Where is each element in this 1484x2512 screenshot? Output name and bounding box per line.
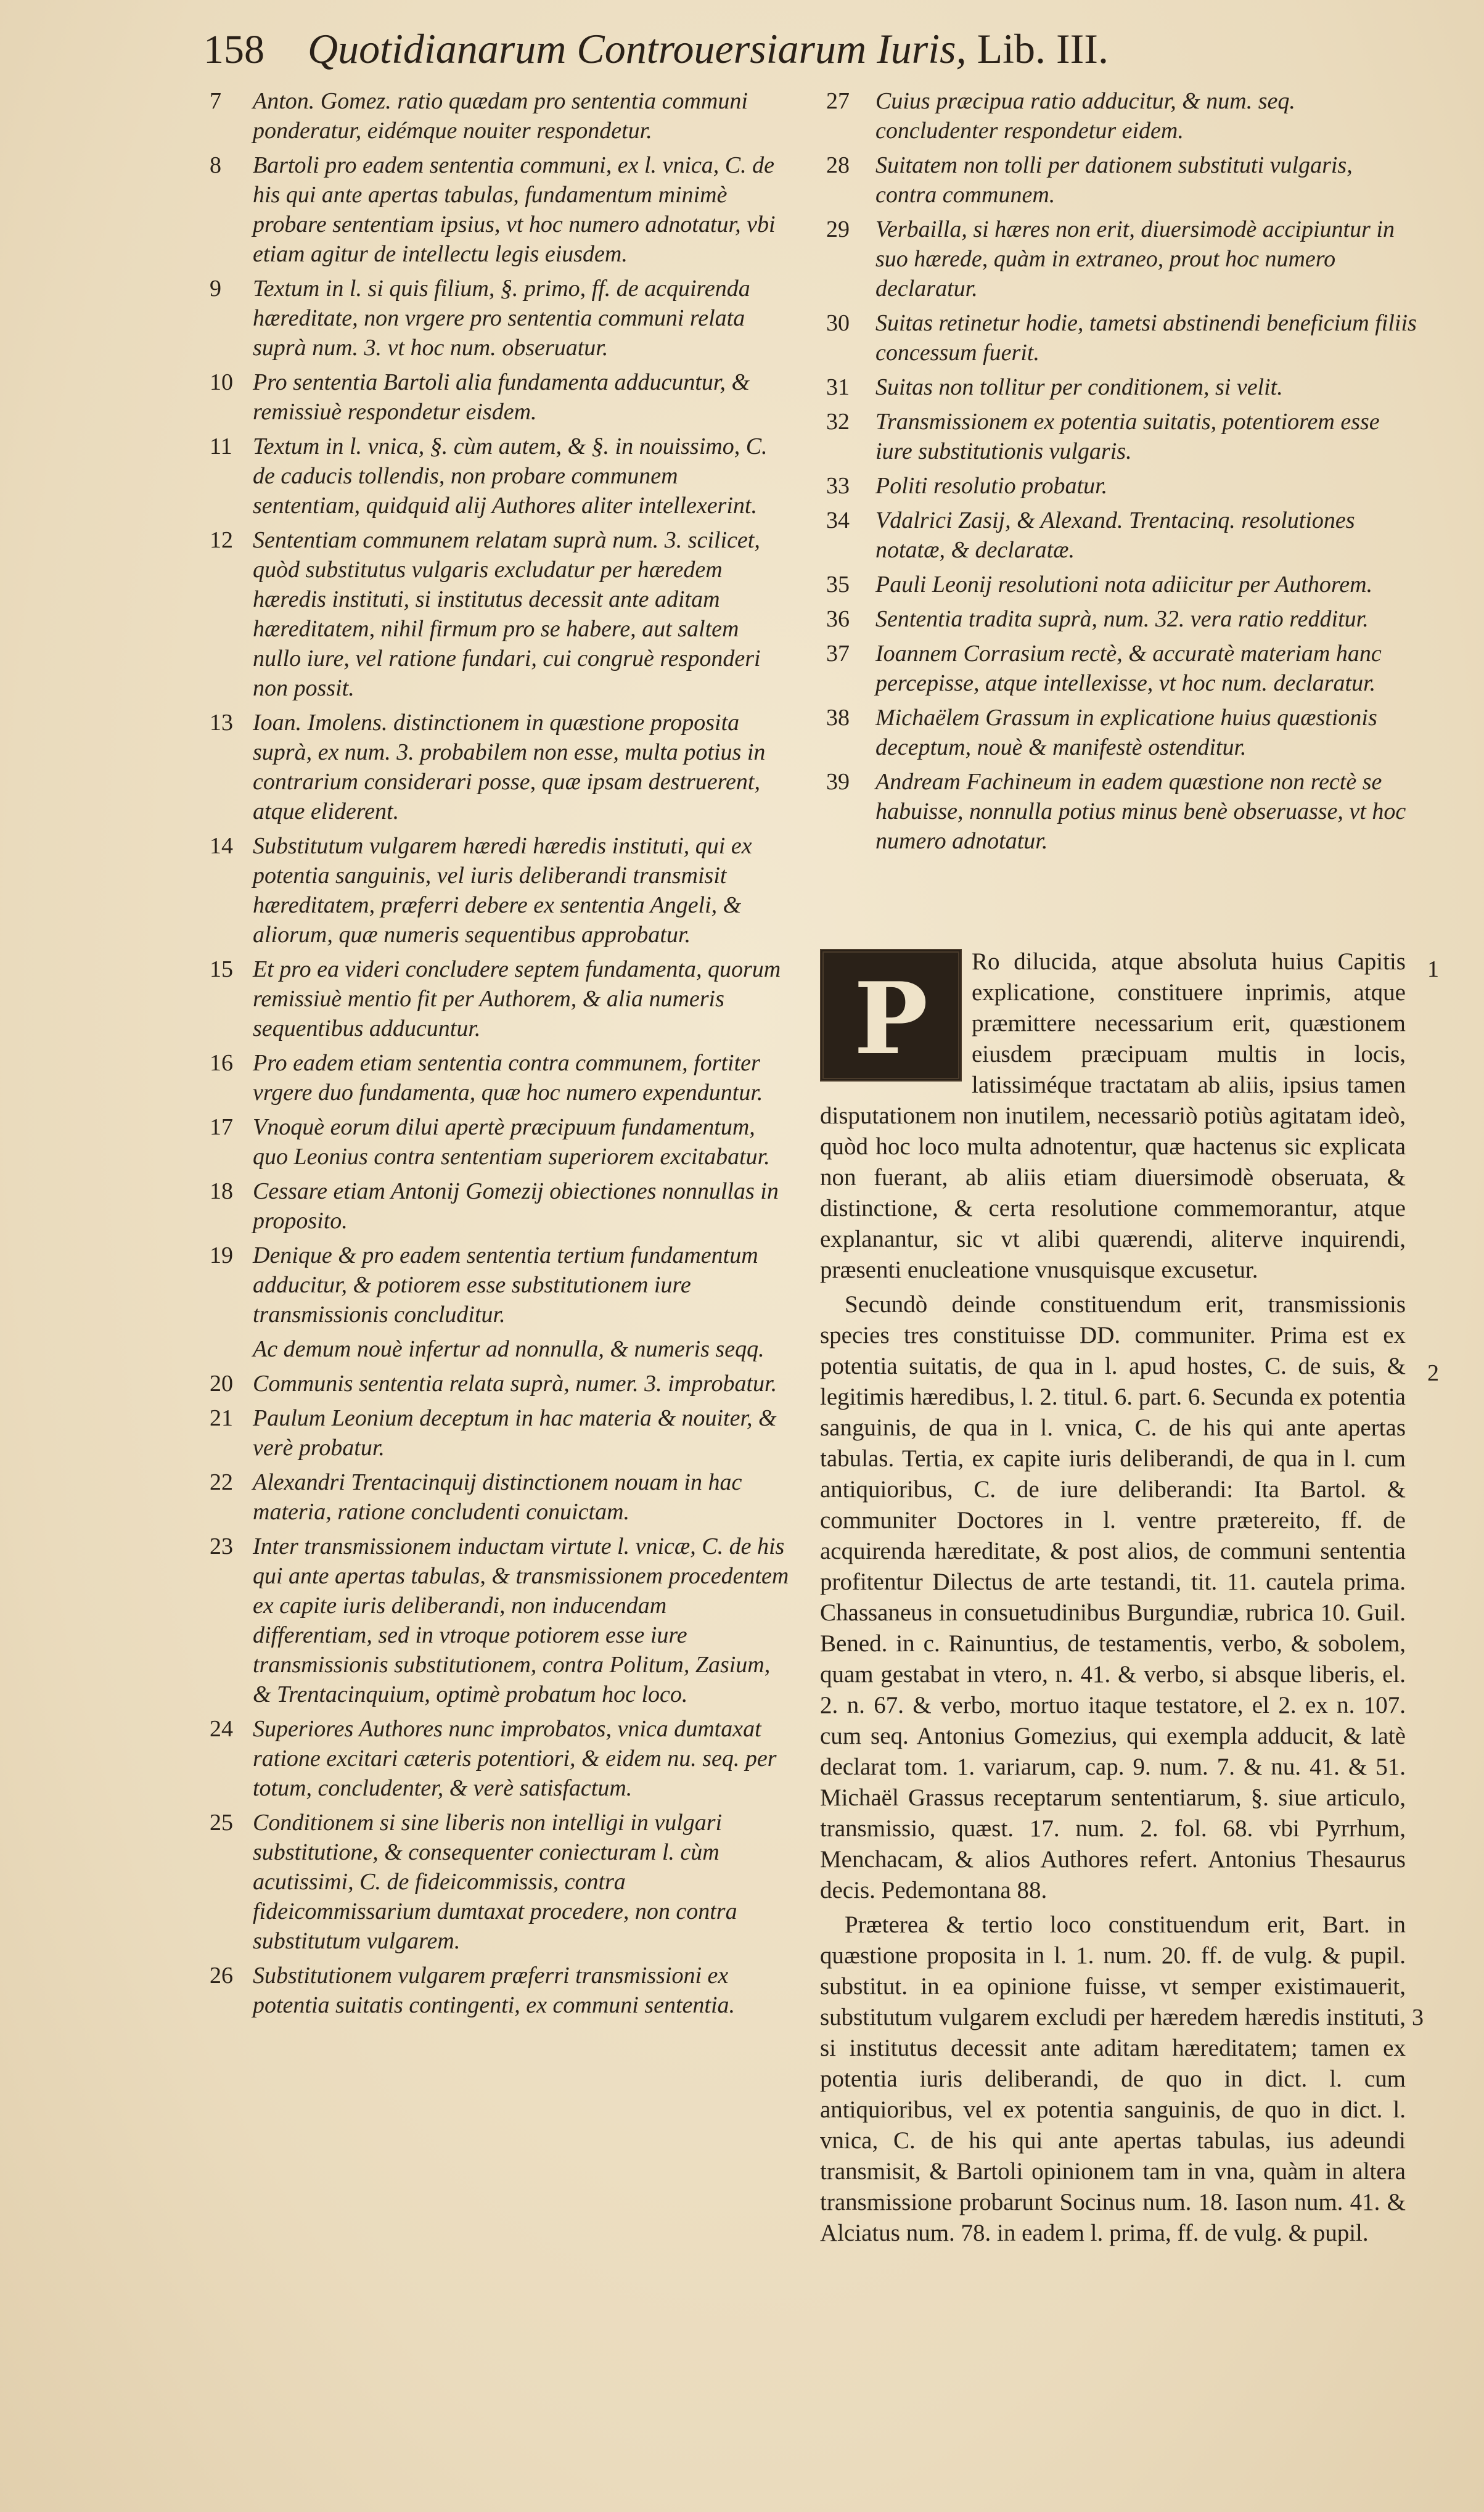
summary-text: Suitas non tollitur per conditionem, si velit. [875, 374, 1283, 400]
summary-text: Cuius præcipua ratio adducitur, & num. seq. concludenter respondetur eidem. [875, 88, 1295, 144]
summary-entry [210, 1532, 789, 1709]
summary-entry [210, 1369, 789, 1398]
summary-text: Inter transmissionem inductam virtute l. vnicæ, C. de his qui ante apertas tabulas, & transmissionem procedentem ex capite iuris deliberandi, non inducendam differentiam, sed in vtroque potiorem esse iure transmissionis substitutionem, contra Politum, Zasium, & Trentacinquium, optimè probatum hoc loco. [253, 1533, 789, 1707]
summary-text: Substitutionem vulgarem præferri transmissioni ex potentia suitatis contingenti, ex communi sententia. [253, 1963, 736, 2018]
summary-number: 33 [826, 473, 850, 499]
summary-number: 36 [826, 606, 850, 632]
summary-text: Michaëlem Grassum in explicatione huius quæstionis deceptum, nouè & manifestè ostenditur. [875, 705, 1377, 760]
summary-text: Ioan. Imolens. distinctionem in quæstione proposita suprà, ex num. 3. probabilem non esse, multa potius in contrarium considerari posse, quæ ipsam destruerent, atque eliderent. [253, 710, 766, 824]
summary-text: Andream Fachineum in eadem quæstione non rectè se habuisse, nonnulla potius minus benè obseruasse, vt hoc numero adnotatur. [875, 769, 1406, 854]
summary-entry [210, 1241, 789, 1329]
summary-entry [210, 831, 789, 950]
summary-text: Vdalrici Zasij, & Alexand. Trentacinq. resolutiones notatæ, & declaratæ. [875, 507, 1355, 563]
summary-text: Communis sententia relata suprà, numer. 3. improbatur. [253, 1371, 777, 1397]
summary-entry [826, 506, 1418, 565]
summary-number: 35 [826, 572, 850, 597]
summary-number: 28 [826, 152, 850, 178]
summary-text: Bartoli pro eadem sententia communi, ex l. vnica, C. de his qui ante apertas tabulas, fundamentum minimè probare sententiam ipsius, vt hoc numero adnotatur, vbi etiam agitur de intellectu legis eiusdem. [253, 152, 776, 267]
summary-entry [826, 604, 1418, 634]
summary-text: Suitatem non tolli per dationem substituti vulgaris, contra communem. [875, 152, 1353, 208]
summary-entry [210, 86, 789, 146]
summary-number: 26 [210, 1963, 233, 1989]
summary-entry [210, 367, 789, 427]
summary-text: Ac demum nouè infertur ad nonnulla, & numeris seqq. [253, 1336, 765, 1362]
summary-number: 31 [826, 374, 850, 400]
paragraph: Præterea & tertio loco constituendum erit, Bart. in quæstione proposita in l. 1. num. 20. ff. de vulg. & pupil. substitut. in ea opinione fuisse, vt semper existimauerit, substitutum vulgarem excludi per hæredem hæredis instituti, si institutus decessit ante aditam hæreditatem; tamen ex potentia iuris deliberandi, de quo in dict. l. cum antiquioribus, vel ex potentia sanguinis, de quo in dict. l. vnica, C. de his qui ante apertas tabulas, ius adeundi transmisit, & Bartoli opinionem tam in vna, quàm in altera transmissione probarunt Socinus num. 18. Iason num. 41. & Alciatus num. 78. in eadem l. prima, ff. de vulg. & pupil. [820, 1911, 1406, 2246]
summary-number: 37 [826, 641, 850, 667]
summary-number: 20 [210, 1371, 233, 1397]
summary-number: 23 [210, 1533, 233, 1559]
summary-number: 14 [210, 833, 233, 859]
summary-entry [826, 703, 1418, 762]
summary-text: Verbailla, si hæres non erit, diuersimodè accipiuntur in suo hærede, quàm in extraneo, prout hoc numero declaratur. [875, 216, 1395, 302]
summary-number: 27 [826, 88, 850, 114]
summary-number: 12 [210, 527, 233, 553]
summary-number: 29 [826, 216, 850, 242]
summary-entry [210, 525, 789, 703]
summary-number: 18 [210, 1178, 233, 1204]
page-number: 158 [203, 27, 264, 72]
summary-text: Sententia tradita suprà, num. 32. vera ratio redditur. [875, 606, 1369, 632]
summary-entry [826, 407, 1418, 466]
decorated-initial: P [820, 949, 962, 1082]
summary-number: 8 [210, 152, 221, 178]
summary-entry [210, 1808, 789, 1956]
summary-text: Substitutum vulgarem hæredi hæredis instituti, qui ex potentia sanguinis, vel iuris deliberandi transmisit hæreditatem, præferri debere ex sententia Angeli, & aliorum, quæ numeris sequentibus approbatur. [253, 833, 752, 948]
summary-text: Alexandri Trentacinquij distinctionem nouam in hac materia, ratione concludenti conuictam. [253, 1469, 742, 1525]
summary-number: 10 [210, 369, 233, 395]
summary-number: 34 [826, 507, 850, 533]
book-label: Lib. III. [977, 25, 1109, 72]
summary-entry [210, 954, 789, 1043]
summary-text: Ioannem Corrasium rectè, & accuratè materiam hanc percepisse, atque intellexisse, vt hoc num. declaratur. [875, 641, 1382, 696]
summary-entry [210, 1112, 789, 1172]
right-summary-column [826, 86, 1418, 861]
summary-text: Suitas retinetur hodie, tametsi abstinendi beneficium filiis concessum fuerit. [875, 310, 1417, 366]
summary-number: 7 [210, 88, 221, 114]
summary-number: 25 [210, 1810, 233, 1836]
summary-number: 39 [826, 769, 850, 795]
summary-number: 15 [210, 956, 233, 982]
summary-entry [210, 1176, 789, 1236]
summary-entry [826, 570, 1418, 599]
summary-text: Et pro ea videri concludere septem fundamenta, quorum remissiuè mentio fit per Authorem, & alia numeris sequentibus adducuntur. [253, 956, 781, 1041]
summary-number: 32 [826, 409, 850, 435]
page-header [203, 25, 1239, 92]
summary-text: Paulum Leonium deceptum in hac materia & nouiter, & verè probatur. [253, 1405, 777, 1461]
summary-text: Vnoquè eorum dilui apertè præcipuum fundamentum, quo Leonius contra sententiam superiorem excitabatur. [253, 1114, 770, 1170]
summary-text: Politi resolutio probatur. [875, 473, 1108, 499]
summary-entry [210, 1403, 789, 1463]
summary-text: Denique & pro eadem sententia tertium fundamentum adducitur, & potiorem esse substitutionem iure transmissionis concluditur. [253, 1242, 758, 1328]
summary-number: 24 [210, 1716, 233, 1742]
summary-text: Pauli Leonij resolutioni nota adiicitur per Authorem. [875, 572, 1373, 597]
summary-entry [826, 150, 1418, 210]
main-text [820, 946, 1406, 2252]
summary-number: 17 [210, 1114, 233, 1140]
summary-text: Pro eadem etiam sententia contra communem, fortiter vrgere duo fundamenta, quæ hoc numero expenduntur. [253, 1050, 763, 1106]
summary-text: Superiores Authores nunc improbatos, vnica dumtaxat ratione excitari cæteris potentiori, & eidem nu. seq. per totum, concludenter, & verè satisfactum. [253, 1716, 777, 1801]
summary-text: Cessare etiam Antonij Gomezij obiectiones nonnullas in proposito. [253, 1178, 779, 1234]
summary-entry [210, 150, 789, 269]
summary-number: 19 [210, 1242, 233, 1268]
summary-text: Transmissionem ex potentia suitatis, potentiorem esse iure substitutionis vulgaris. [875, 409, 1380, 464]
paragraph: Ro dilucida, atque absoluta huius Capitis explicatione, constituere inprimis, atque præmittere necessarium erit, quæstionem eiusdem præcipuam multis in locis, latissiméque tractatam ab aliis, ipsius tamen disputationem non inutilem, necessariò potiùs agitatam ideò, quòd hoc loco multa adnotentur, quæ hactenus sic explicata non fuerant, ab aliis etiam diuersimodè obseruata, & distinctione, & certa resolutione commemorantur, atque explanantur, sic vt alibi quærendi, aliterve inquirendi, præsenti enucleatione vnusquisque excusetur. [820, 948, 1406, 1283]
summary-number: 38 [826, 705, 850, 731]
summary-text: Anton. Gomez. ratio quædam pro sententia communi ponderatur, eidémque nouiter respondetur. [253, 88, 748, 144]
paragraph: Secundò deinde constituendum erit, transmissionis species tres constituisse DD. communiter. Prima est ex potentia suitatis, de qua in l. apud hostes, C. de suis, & legitimis hæredibus, l. 2. titul. 6. part. 6. Secunda ex potentia sanguinis, de qua in l. vnica, C. de his qui ante apertas tabulas. Tertia, ex capite iuris deliberandi, de qua in l. cum antiquioribus, C. de iure deliberandi: Ita Bartol. & communiter Doctores in l. ventre prætereito, ff. de acquirenda hæreditate, & post alios, de communi sententia profitentur Dilectus de arte testandi, tit. 11. cautela prima. Chassaneus in consuetudinibus Burgundiæ, rubrica 10. Guil. Bened. in c. Rainuntius, de testamentis, verbo, & sobolem, quam gestabat in vtero, n. 41. & verbo, si absque liberis, el. 2. n. 67. & verbo, mortuo itaque testatore, el 2. ex n. 107. cum seq. Antonius Gomezius, qui exempla adducit, & latè declarat tom. 1. variarum, cap. 9. num. 7. & nu. 41. & 51. Michaël Grassus receptarum sententiarum, §. siue articulo, transmissio, quæst. 17. num. 2. fol. 68. vbi Pyrrhum, Menchacam, & alios Authores refert. Antonius Thesaurus decis. Pedemontana 88. [820, 1291, 1406, 1903]
summary-entry [826, 86, 1418, 146]
summary-text: Sententiam communem relatam suprà num. 3. scilicet, quòd substitutus vulgaris excludatur per hæredem hæredis instituti, si institutus decessit ante aditam hæreditatem, nihil firmum pro se habere, aut saltem nullo iure, vel ratione fundari, cui congruè responderi non possit. [253, 527, 761, 701]
summary-number: 22 [210, 1469, 233, 1495]
margin-number: 2 [1427, 1360, 1439, 1386]
summary-entry [826, 639, 1418, 698]
margin-number: 1 [1427, 956, 1439, 982]
summary-entry [826, 767, 1418, 856]
summary-text: Pro sententia Bartoli alia fundamenta adducuntur, & remissiuè respondetur eisdem. [253, 369, 750, 425]
margin-number: 3 [1412, 2005, 1424, 2030]
summary-entry [210, 1334, 789, 1364]
summary-entry [826, 308, 1418, 367]
summary-number: 11 [210, 433, 232, 459]
summary-entry [826, 372, 1418, 402]
summary-number: 30 [826, 310, 850, 336]
summary-text: Conditionem si sine liberis non intelligi in vulgari substitutione, & consequenter coniecturam l. cùm acutissimi, C. de fideicommissis, contra fideicommissarium dumtaxat procedere, non contra substitutum vulgarem. [253, 1810, 737, 1954]
summary-entry [210, 432, 789, 520]
summary-entry [210, 708, 789, 826]
running-title-text: Quotidianarum Controuersiarum Iuris, [308, 25, 967, 72]
summary-entry [826, 215, 1418, 303]
summary-entry [826, 471, 1418, 501]
summary-text: Textum in l. si quis filium, §. primo, ff. de acquirenda hæreditate, non vrgere pro sententia communi relata suprà num. 3. vt hoc num. obseruatur. [253, 276, 750, 361]
summary-text: Textum in l. vnica, §. cùm autem, & §. in nouissimo, C. de caducis tollendis, non probare communem sententiam, quidquid alij Authores aliter intellexerint. [253, 433, 768, 519]
summary-entry [210, 1467, 789, 1527]
summary-entry [210, 1961, 789, 2020]
running-title [308, 25, 1109, 73]
summary-number: 16 [210, 1050, 233, 1076]
summary-entry [210, 1714, 789, 1803]
summary-entry [210, 274, 789, 363]
left-summary-column [210, 86, 789, 2025]
summary-number: 9 [210, 276, 221, 302]
summary-entry [210, 1048, 789, 1107]
summary-number: 13 [210, 710, 233, 736]
summary-number: 21 [210, 1405, 233, 1431]
